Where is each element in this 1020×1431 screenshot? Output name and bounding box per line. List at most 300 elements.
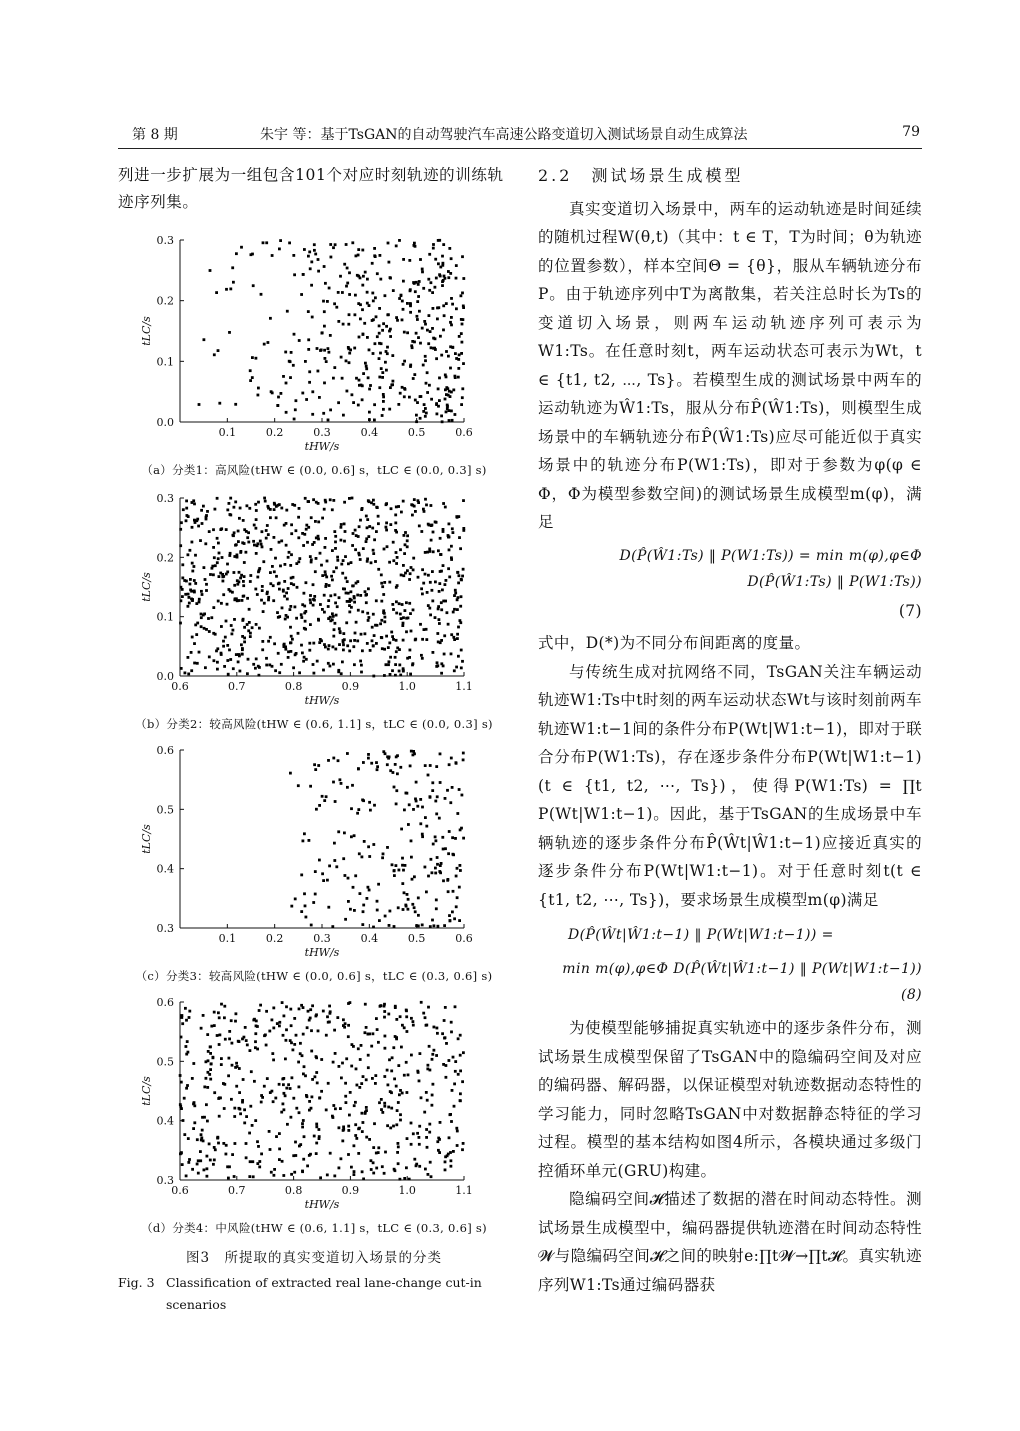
scatter-point	[413, 505, 416, 508]
scatter-point	[336, 605, 339, 608]
scatter-point	[445, 1064, 448, 1067]
scatter-point	[253, 1080, 256, 1083]
scatter-point	[397, 1142, 400, 1145]
scatter-point	[342, 649, 345, 652]
scatter-point	[397, 403, 400, 406]
scatter-point	[402, 639, 405, 642]
scatter-point	[312, 663, 315, 666]
scatter-point	[355, 582, 358, 585]
scatter-point	[353, 1144, 356, 1147]
scatter-point	[456, 1144, 459, 1147]
scatter-point	[375, 315, 378, 318]
scatter-point	[206, 1175, 209, 1178]
scatter-point	[310, 284, 313, 287]
scatter-point	[208, 1143, 211, 1146]
scatter-point	[383, 1016, 386, 1019]
scatter-point	[199, 539, 202, 542]
scatter-point	[305, 916, 308, 919]
scatter-point	[401, 882, 404, 885]
scatter-point	[393, 786, 396, 789]
scatter-point	[288, 242, 291, 245]
scatter-point	[206, 510, 209, 513]
scatter-point	[316, 1082, 319, 1085]
scatter-point	[339, 275, 342, 278]
scatter-point	[297, 536, 300, 539]
scatter-point	[258, 627, 261, 630]
scatter-point	[213, 1146, 216, 1149]
scatter-point	[332, 646, 335, 649]
scatter-point	[347, 877, 350, 880]
scatter-point	[371, 1077, 374, 1080]
scatter-point	[361, 856, 364, 859]
scatter-point	[364, 271, 367, 274]
scatter-point	[452, 531, 455, 534]
scatter-point	[273, 570, 276, 573]
scatter-point	[455, 761, 458, 764]
x-tick-label: 0.2	[265, 932, 284, 945]
scatter-point	[241, 648, 244, 651]
scatter-point	[319, 552, 322, 555]
scatter-point	[321, 517, 324, 520]
scatter-point	[283, 1108, 286, 1111]
scatter-point	[459, 547, 462, 550]
scatter-point	[237, 540, 240, 543]
scatter-point	[435, 899, 438, 902]
scatter-point	[327, 599, 330, 602]
scatter-point	[409, 673, 412, 676]
scatter-point	[333, 1029, 336, 1032]
scatter-point	[233, 506, 236, 509]
scatter-point	[453, 917, 456, 920]
scatter-point	[199, 1150, 202, 1153]
scatter-point	[354, 1101, 357, 1104]
scatter-point	[205, 1103, 208, 1106]
scatter-point	[183, 1097, 186, 1100]
scatter-point	[425, 891, 428, 894]
scatter-point	[301, 1054, 304, 1057]
scatter-point	[458, 886, 461, 889]
scatter-point	[293, 1043, 296, 1046]
scatter-point	[249, 580, 252, 583]
scatter-point	[413, 373, 416, 376]
scatter-point	[449, 1151, 452, 1154]
scatter-point	[412, 808, 415, 811]
scatter-point	[255, 527, 258, 530]
scatter-point	[311, 316, 314, 319]
scatter-point	[395, 612, 398, 615]
scatter-point	[383, 1172, 386, 1175]
scatter-point	[454, 1070, 457, 1073]
scatter-point	[460, 578, 463, 581]
scatter-point	[380, 582, 383, 585]
scatter-point	[449, 367, 452, 370]
scatter-point	[217, 542, 220, 545]
scatter-point	[367, 845, 370, 848]
scatter-point	[319, 349, 322, 352]
scatter-point	[350, 1065, 353, 1068]
scatter-point	[424, 1016, 427, 1019]
scatter-point	[289, 376, 292, 379]
scatter-point	[235, 597, 238, 600]
scatter-point	[314, 520, 317, 523]
scatter-point	[285, 1039, 288, 1042]
scatter-point	[435, 907, 438, 910]
scatter-point	[450, 1159, 453, 1162]
scatter-point	[322, 412, 325, 415]
scatter-point	[448, 247, 451, 250]
scatter-point	[438, 399, 441, 402]
scatter-point	[245, 530, 248, 533]
scatter-point	[281, 1160, 284, 1163]
scatter-point	[400, 828, 403, 831]
scatter-point	[448, 914, 451, 917]
scatter-point	[447, 276, 450, 279]
scatter-point	[454, 352, 457, 355]
scatter-point	[218, 402, 221, 405]
scatter-point	[274, 1097, 277, 1100]
scatter-point	[437, 608, 440, 611]
scatter-point	[460, 595, 463, 598]
scatter-point	[365, 1078, 368, 1081]
scatter-point	[337, 830, 340, 833]
scatter-point	[447, 878, 450, 881]
scatter-point	[243, 1108, 246, 1111]
scatter-point	[426, 329, 429, 332]
scatter-point	[411, 878, 414, 881]
x-tick-label: 0.9	[341, 680, 360, 693]
scatter-point	[317, 1030, 320, 1033]
scatter-point	[267, 640, 270, 643]
scatter-point	[445, 411, 448, 414]
scatter-point	[279, 565, 282, 568]
scatter-point	[206, 1033, 209, 1036]
scatter-point	[346, 267, 349, 270]
scatter-point	[384, 915, 387, 918]
scatter-point	[291, 638, 294, 641]
scatter-point	[182, 508, 185, 511]
scatter-point	[322, 879, 325, 882]
scatter-point	[260, 599, 263, 602]
scatter-point	[359, 558, 362, 561]
scatter-point	[372, 1161, 375, 1164]
scatter-point	[411, 514, 414, 517]
scatter-point	[384, 1035, 387, 1038]
scatter-point	[361, 923, 364, 926]
scatter-point	[431, 524, 434, 527]
scatter-point	[462, 1051, 465, 1054]
scatter-point	[412, 377, 415, 380]
scatter-point	[443, 653, 446, 656]
scatter-point	[254, 667, 257, 670]
scatter-point	[342, 1024, 345, 1027]
scatter-point	[317, 764, 320, 767]
scatter-point	[394, 656, 397, 659]
scatter-point	[436, 318, 439, 321]
scatter-point	[327, 906, 330, 909]
scatter-point	[373, 419, 376, 422]
scatter-point	[346, 600, 349, 603]
scatter-point	[267, 596, 270, 599]
scatter-point	[414, 290, 417, 293]
scatter-point	[365, 365, 368, 368]
scatter-point	[460, 332, 463, 335]
scatter-point	[400, 1046, 403, 1049]
scatter-point	[382, 396, 385, 399]
scatter-point	[309, 594, 312, 597]
scatter-point	[334, 1052, 337, 1055]
scatter-point	[281, 1001, 284, 1004]
scatter-point	[200, 509, 203, 512]
scatter-point	[326, 300, 329, 303]
scatter-point	[404, 388, 407, 391]
scatter-point	[220, 527, 223, 530]
scatter-point	[212, 632, 215, 635]
scatter-point	[355, 377, 358, 380]
scatter-point	[225, 528, 228, 531]
scatter-point	[188, 1016, 191, 1019]
scatter-point	[222, 593, 225, 596]
scatter-point	[399, 766, 402, 769]
scatter-point	[378, 332, 381, 335]
scatter-point	[402, 667, 405, 670]
scatter-point	[368, 418, 371, 421]
scatter-point	[409, 289, 412, 292]
scatter-point	[430, 281, 433, 284]
scatter-point	[437, 306, 440, 309]
scatter-point	[334, 243, 337, 246]
scatter-point	[257, 1145, 260, 1148]
scatter-point	[338, 643, 341, 646]
scatter-point	[233, 584, 236, 587]
scatter-point	[347, 562, 350, 565]
scatter-point	[340, 539, 343, 542]
scatter-point	[287, 1083, 290, 1086]
scatter-point	[210, 1025, 213, 1028]
scatter-point	[328, 1005, 331, 1008]
scatter-point	[219, 1034, 222, 1037]
scatter-point	[451, 786, 454, 789]
scatter-point	[358, 1086, 361, 1089]
scatter-point	[236, 583, 239, 586]
scatter-point	[362, 910, 365, 913]
scatter-point	[205, 516, 208, 519]
scatter-point	[459, 605, 462, 608]
scatter-point	[356, 594, 359, 597]
scatter-point	[236, 554, 239, 557]
scatter-point	[427, 875, 430, 878]
scatter-point	[203, 566, 206, 569]
scatter-point	[341, 661, 344, 664]
scatter-point	[427, 604, 430, 607]
scatter-point	[324, 357, 327, 360]
scatter-point	[268, 1130, 271, 1133]
scatter-point	[462, 568, 465, 571]
scatter-point	[392, 541, 395, 544]
scatter-point	[254, 1040, 257, 1043]
scatter-point	[383, 620, 386, 623]
scatter-point	[233, 1175, 236, 1178]
scatter-point	[331, 612, 334, 615]
scatter-point	[450, 545, 453, 548]
scatter-point	[334, 547, 337, 550]
scatter-point	[310, 558, 313, 561]
scatter-point	[417, 914, 420, 917]
scatter-point	[308, 1019, 311, 1022]
scatter-point	[340, 356, 343, 359]
scatter-point	[442, 879, 445, 882]
scatter-point	[270, 548, 273, 551]
scatter-point	[436, 632, 439, 635]
scatter-point	[408, 396, 411, 399]
scatter-point	[354, 632, 357, 635]
scatter-point	[298, 671, 301, 674]
scatter-point	[301, 603, 304, 606]
scatter-point	[206, 1155, 209, 1158]
scatter-point	[305, 581, 308, 584]
scatter-point	[315, 1013, 318, 1016]
scatter-point	[324, 282, 327, 285]
scatter-point	[445, 1042, 448, 1045]
scatter-point	[233, 571, 236, 574]
scatter-point	[324, 573, 327, 576]
scatter-point	[405, 1015, 408, 1018]
scatter-point	[345, 360, 348, 363]
scatter-point	[374, 255, 377, 258]
scatter-point	[292, 1097, 295, 1100]
scatter-point	[462, 1142, 465, 1145]
x-tick-label: 0.6	[171, 1184, 189, 1197]
scatter-point	[460, 318, 463, 321]
scatter-point	[377, 1146, 380, 1149]
scatter-point	[441, 280, 444, 283]
scatter-point	[426, 1146, 429, 1149]
scatter-point	[243, 626, 246, 629]
scatter-point	[309, 1008, 312, 1011]
scatter-point	[393, 1078, 396, 1081]
scatter-point	[259, 540, 262, 543]
scatter-point	[372, 843, 375, 846]
scatter-point	[234, 1142, 237, 1145]
scatter-point	[290, 1116, 293, 1119]
scatter-point	[404, 904, 407, 907]
scatter-point	[320, 1058, 323, 1061]
scatter-point	[302, 544, 305, 547]
scatter-point	[388, 408, 391, 411]
axes	[140, 744, 473, 959]
scatter-point	[200, 1139, 203, 1142]
scatter-point	[416, 805, 419, 808]
scatter-point	[374, 1074, 377, 1077]
scatter-point	[365, 1109, 368, 1112]
scatter-point	[368, 388, 371, 391]
scatter-point	[307, 310, 310, 313]
scatter-point	[290, 523, 293, 526]
scatter-point	[372, 549, 375, 552]
scatter-point	[333, 628, 336, 631]
scatter-point	[198, 403, 201, 406]
scatter-point	[452, 389, 455, 392]
scatter-point	[403, 331, 406, 334]
scatter-point	[391, 863, 394, 866]
scatter-point	[183, 1133, 186, 1136]
scatter-point	[249, 635, 252, 638]
scatter-point	[378, 357, 381, 360]
scatter-point	[318, 804, 321, 807]
scatter-point	[354, 529, 357, 532]
scatter-point	[262, 241, 265, 244]
scatter-point	[375, 761, 378, 764]
scatter-point	[209, 1046, 212, 1049]
scatter-point	[196, 518, 199, 521]
scatter-point	[337, 320, 340, 323]
scatter-point	[297, 560, 300, 563]
scatter-point	[372, 675, 375, 678]
scatter-point	[414, 245, 417, 248]
scatter-point	[403, 1074, 406, 1077]
scatter-point	[272, 1100, 275, 1103]
x-tick-label: 0.9	[341, 1184, 360, 1197]
scatter-point	[399, 674, 402, 677]
scatter-point	[461, 292, 464, 295]
scatter-point	[383, 1010, 386, 1013]
scatter-point	[412, 557, 415, 560]
scatter-point	[434, 616, 437, 619]
scatter-point	[315, 537, 318, 540]
scatter-point	[246, 1044, 249, 1047]
scatter-point	[396, 1151, 399, 1154]
scatter-point	[335, 614, 338, 617]
scatter-point	[283, 580, 286, 583]
scatter-point	[301, 1122, 304, 1125]
scatter-point	[301, 1126, 304, 1129]
scatter-point	[321, 608, 324, 611]
scatter-point	[437, 925, 440, 928]
scatter-point	[362, 1121, 365, 1124]
scatter-point	[378, 376, 381, 379]
scatter-point	[290, 577, 293, 580]
scatter-point	[338, 1065, 341, 1068]
scatter-point	[366, 612, 369, 615]
scatter-point	[269, 571, 272, 574]
scatter-point	[450, 653, 453, 656]
scatter-point	[409, 365, 412, 368]
scatter-point	[439, 864, 442, 867]
scatter-point	[397, 1064, 400, 1067]
scatter-point	[193, 503, 196, 506]
scatter-point	[399, 1178, 402, 1181]
scatter-point	[354, 548, 357, 551]
scatter-point	[432, 307, 435, 310]
scatter-point	[337, 670, 340, 673]
scatter-point	[347, 347, 350, 350]
scatter-point	[448, 1059, 451, 1062]
scatter-point	[232, 281, 235, 284]
scatter-point	[313, 1135, 316, 1138]
scatter-point	[410, 1054, 413, 1057]
scatter-point	[212, 573, 215, 576]
scatter-point	[298, 1086, 301, 1089]
scatter-point	[193, 565, 196, 568]
scatter-point	[346, 752, 349, 755]
scatter-point	[431, 570, 434, 573]
scatter-point	[381, 856, 384, 859]
scatter-point	[354, 294, 357, 297]
scatter-point	[242, 580, 245, 583]
scatter-point	[195, 633, 198, 636]
scatter-point	[181, 577, 184, 580]
scatter-point	[396, 556, 399, 559]
scatter-point	[462, 752, 465, 755]
